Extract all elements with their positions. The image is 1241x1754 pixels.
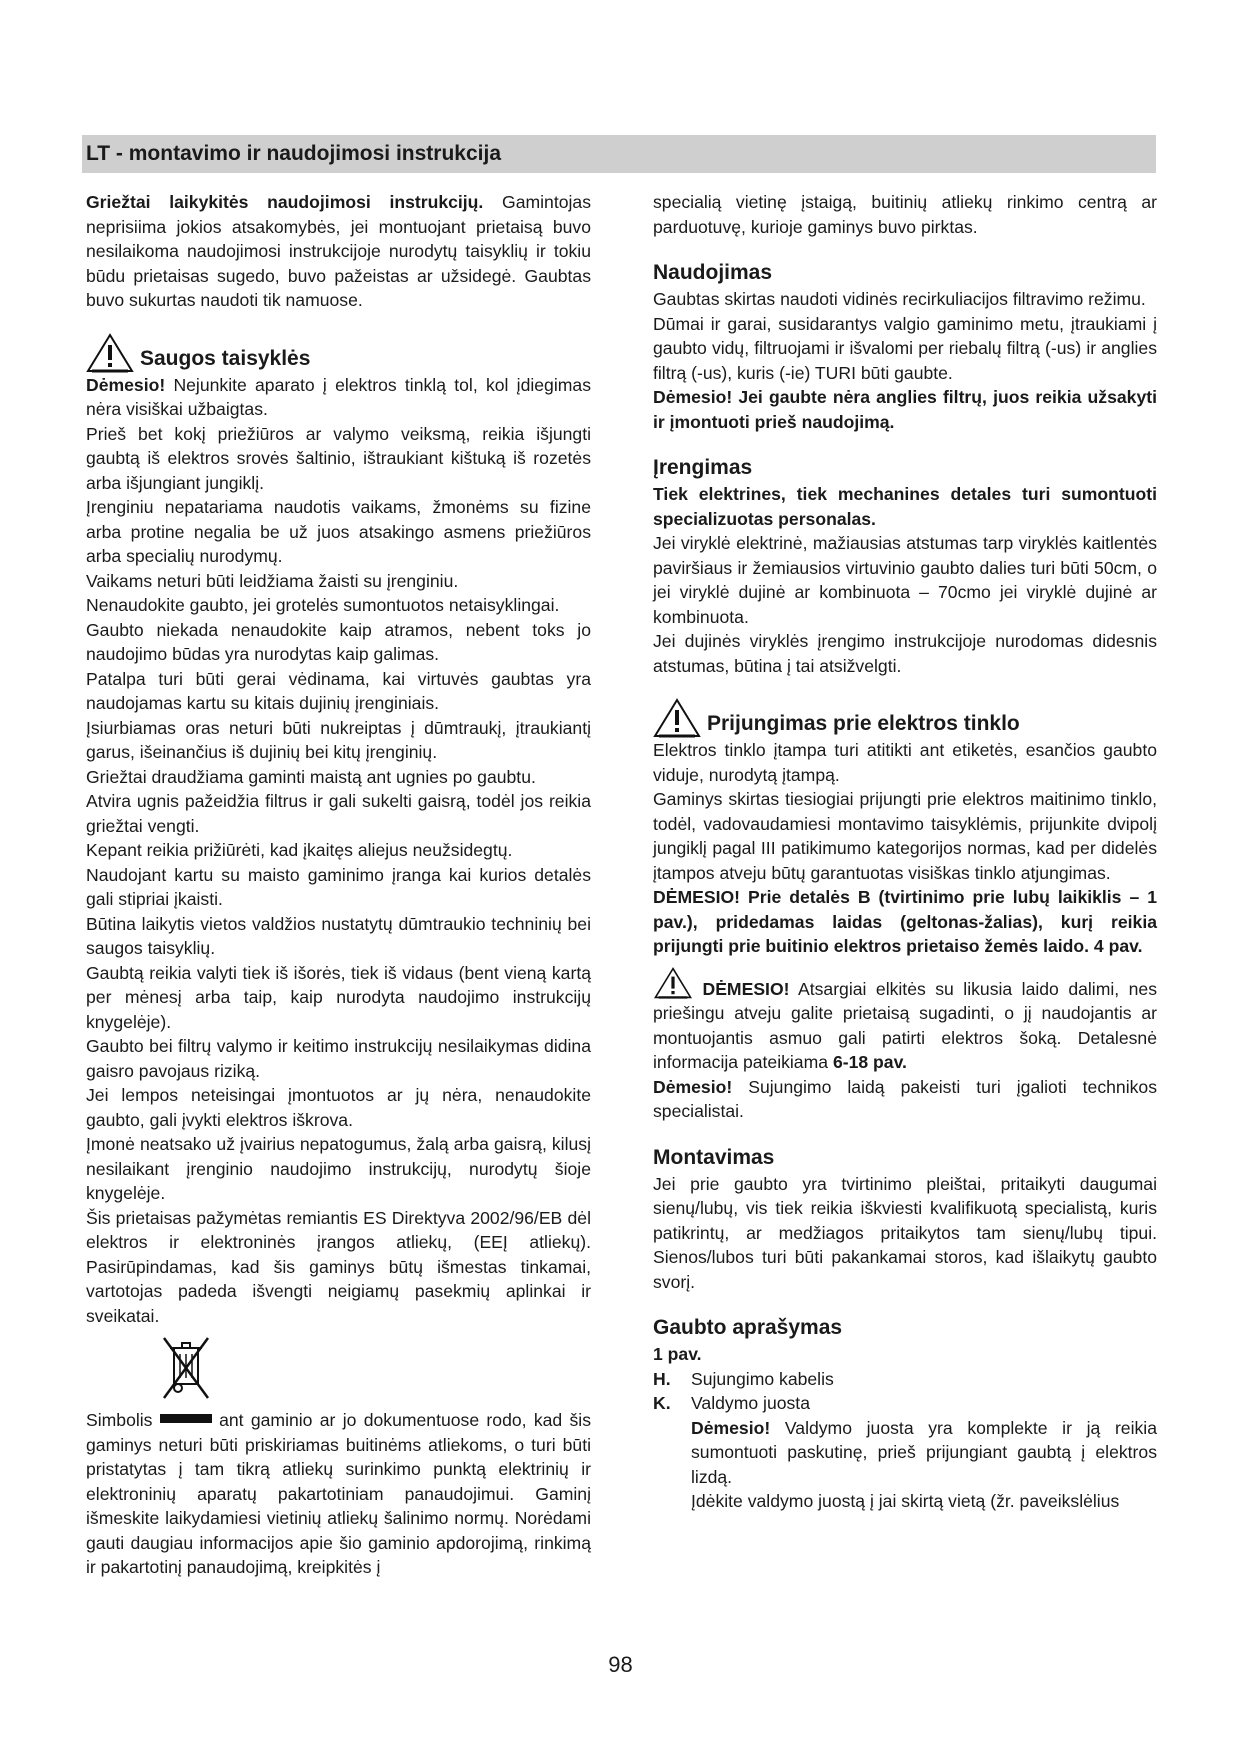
attention-label: Dėmesio! — [653, 1076, 733, 1097]
page-number: 98 — [608, 1652, 633, 1677]
left-column — [86, 190, 591, 1580]
paragraph: Naudojant kartu su maisto gaminimo įranga kai kurios detalės gali stipriai įkaisti. — [86, 864, 591, 909]
use-heading: Naudojimas — [653, 261, 773, 284]
paragraph: Gaubtas skirtas naudoti vidinės recirkuliacijos filtravimo režimu. — [653, 289, 1146, 309]
install-heading: Įrengimas — [653, 456, 753, 479]
paragraph: Įrenginiu nepatariama naudotis vaikams, žmonėms su fizine arba protine negalia be už juos atsakingo asmens priežiūros arba specialių nurodymų. — [86, 497, 591, 566]
electric-heading-row — [653, 698, 1157, 738]
warning-text: Atsargiai elkitės su likusia laido dalimi, nes priešingu atveju galite prietaisą sugadinti, o jį naudojantis ar montuojantis asmuo gali patirti elektros šoką. Detalesnė informacija pateikiama — [653, 978, 1158, 1072]
paragraph: Elektros tinklo įtampa turi atitikti ant etiketės, esančios gaubto viduje, nurodytą įtampą. — [653, 740, 1157, 785]
intro-text: Gamintojas neprisiima jokios atsakomybės, jei montuojant prietaisą buvo nesilaikoma naudojimosi instrukcijoje nurodytų taisyklių ir tokiu būdu prietaisas sugedo, buvo pažeistas ar užsidegė. Gaubtas buvo sukurtas naudoti tik namuose. — [86, 192, 591, 310]
paragraph-bold: Tiek elektrines, tiek mechanines detales turi sumontuoti specializuotas personalas. — [653, 484, 1157, 529]
intro-bold: Griežtai laikykitės naudojimosi instrukcijų. — [86, 192, 484, 212]
paragraph: Griežtai draudžiama gaminti maistą ant ugnies po gaubtu. — [86, 766, 536, 787]
paragraph: Gaubto bei filtrų valymo ir keitimo instrukcijų nesilaikymas didina gaisro pavojaus riziką. — [86, 1036, 591, 1081]
attention-label: Dėmesio! — [691, 1417, 771, 1438]
crossed-bin-icon — [158, 1334, 214, 1404]
paragraph: Vaikams neturi būti leidžiama žaisti su įrenginiu. — [86, 570, 459, 591]
safety-heading-row — [86, 333, 591, 373]
indented-paragraph: Įdėkite valdymo juostą į jai skirtą vietą (žr. paveikslėlius — [691, 1491, 1120, 1511]
paragraph-bold: DĖMESIO! Prie detalės B (tvirtinimo prie lubų laikiklis – 1 pav.), pridedamas laidas (geltonas-žalias), kurį reikia prijungti prie buitinio elektros prietaiso žemės laido. 4 pav. — [653, 887, 1157, 956]
warning-icon — [653, 967, 693, 999]
continued-paragraph: specialią vietinę įstaigą, buitinių atliekų rinkimo centrą ar parduotuvę, kurioje gaminys buvo pirktas. — [653, 192, 1157, 237]
list-item — [653, 1367, 1157, 1392]
attention-text: Sujungimo laidą pakeisti turi įgalioti technikos specialistai. — [653, 1076, 1157, 1121]
paragraph: Jei viryklė elektrinė, mažiausias atstumas tarp viryklės kaitlentės paviršiaus ir žemiausios virtuvinio gaubto dalies turi būti 50cm, o jei viryklė dujinė ar kombinuota – 70cmo jei viryklė dujinė ar kombinuota. — [653, 533, 1157, 627]
symbol-text: ant gaminio ar jo dokumentuose rodo, kad šis gaminys neturi būti priskiriamas buitinėms atliekoms, o turi būti pristatytas į tam tikrą atliekų surinkimo punktą elektrinių ir elektroninių aparatų pakartotiniam panaudojimui. Gaminį išmeskite laikydamiesi vietinių atliekų šalinimo normų. Norėdami gauti daugiau informacijos apie šio gaminio apdorojimą, rinkimą ir pakartotinį panaudojimą, kreipkitės į — [86, 1410, 592, 1577]
item-key: K. — [653, 1393, 671, 1413]
warning-label: DĖMESIO! — [702, 978, 790, 999]
electric-warning-paragraph — [653, 967, 1157, 1075]
symbol-word: Simbolis — [86, 1410, 153, 1430]
warning-icon — [86, 333, 134, 373]
warning-icon — [653, 698, 701, 738]
paragraph: Jei prie gaubto yra tvirtinimo pleištai, pritaikyti daugumai sienų/lubų, vis tiek reikia iškviesti kvalifikuotą specialistą, kuris patikrintų, ar medžiagos pritaikytos tam sienų/lubų tipui. Sienos/lubos turi būti pakankamai storos, kad išlaikytų gaubto svorį. — [653, 1173, 1157, 1292]
item-value: Sujungimo kabelis — [691, 1368, 834, 1389]
paragraph: Jei dujinės viryklės įrengimo instrukcijoje nurodomas didesnis atstumas, būtina į tai atsižvelgti. — [653, 631, 1157, 676]
right-column — [653, 190, 1157, 1514]
paragraph: Kepant reikia prižiūrėti, kad įkaitęs aliejus neužsidegtų. — [86, 840, 513, 860]
safety-paragraph — [86, 373, 591, 422]
indented-paragraph — [653, 1416, 1157, 1490]
paragraph: Atvira ugnis pažeidžia filtrus ir gali sukelti gaisrą, todėl jos reikia griežtai vengti. — [86, 791, 591, 836]
paragraph: Gaminys skirtas tiesiogiai prijungti prie elektros maitinimo tinklo, todėl, vadovaudamiesi montavimo taisyklėmis, prijunkite dvipolį jungiklį pagal III patikimumo kategorijos normas, kad per didelės įtampos atveju būtų garantuotas visiškas tinklo atjungimas. — [653, 789, 1157, 883]
safety-heading: Saugos taisyklės — [140, 346, 311, 370]
intro-paragraph — [86, 190, 591, 313]
symbol-paragraph — [86, 1408, 591, 1580]
attention-text: Valdymo juosta yra komplekte ir ją reikia sumontuoti paskutinę, prieš prijungiant gaubtą į elektros lizdą. — [691, 1417, 1157, 1487]
paragraph: Patalpa turi būti gerai vėdinama, kai virtuvės gaubtas yra naudojamas kartu su kitais dujinių įrenginiais. — [86, 668, 591, 713]
safety-text: Nejunkite aparato į elektros tinklą tol, kol įdiegimas nėra visiškai užbaigtas. — [86, 374, 591, 419]
list-item — [653, 1391, 1157, 1416]
black-bar-symbol — [160, 1414, 212, 1423]
item-value: Valdymo juosta — [691, 1393, 810, 1413]
electric-heading: Prijungimas prie elektros tinklo — [707, 712, 1020, 735]
mount-heading: Montavimas — [653, 1145, 775, 1169]
paragraph: Gaubto niekada nenaudokite kaip atramos, nebent toks jo naudojimo būdas yra nurodytas kaip galimas. — [86, 619, 591, 664]
paragraph-bold: Dėmesio! Jei gaubte nėra anglies filtrų, juos reikia užsakyti ir įmontuoti prieš naudojimą. — [653, 387, 1157, 432]
paragraph: Nenaudokite gaubto, jei grotelės sumontuotos netaisyklingai. — [86, 595, 560, 615]
paragraph: Dūmai ir garai, susidarantys valgio gaminimo metu, įtraukiami į gaubto vidų, filtruojami ir išvalomi per riebalų filtrą (-us) ir anglies filtrą (-us), kuris (-ie) TURI būti gaubte. — [653, 313, 1157, 383]
item-key: H. — [653, 1368, 671, 1389]
paragraph: Įsiurbiamas oras neturi būti nukreiptas į dūmtraukį, įtraukiantį garus, išeinančius iš dujinių bei kitų įrenginių. — [86, 717, 591, 762]
paragraph: Prieš bet kokį priežiūros ar valymo veiksmą, reikia išjungti gaubtą iš elektros srovės šaltinio, ištraukiant kištuką iš rozetės arba išjungiant jungiklį. — [86, 423, 591, 493]
figure-label: 1 pav. — [653, 1344, 702, 1364]
paragraph: Būtina laikytis vietos valdžios nustatytų dūmtraukio techninių bei saugos taisyklių. — [86, 913, 591, 958]
figure-reference: 6-18 pav. — [832, 1052, 907, 1072]
description-heading: Gaubto aprašymas — [653, 1316, 843, 1339]
page-title: LT - montavimo ir naudojimosi instrukcija — [82, 135, 1156, 173]
paragraph: Jei lempos neteisingai įmontuotos ar jų nėra, nenaudokite gaubto, gali įvykti elektros iškrova. — [86, 1085, 591, 1130]
paragraph — [653, 1075, 1157, 1124]
paragraph: Šis prietaisas pažymėtas remiantis ES Direktyva 2002/96/EB dėl elektros ir elektroninės įrangos atliekų, (EEĮ atliekų). Pasirūpindamas, kad šis gaminys būtų išmestas tinkamai, vartotojas padeda išvengti neigiamų pasekmių aplinkai ir sveikatai. — [86, 1207, 591, 1326]
paragraph: Gaubtą reikia valyti tiek iš išorės, tiek iš vidaus (bent vieną kartą per mėnesį arba taip, kaip nurodyta naudojimo instrukcijų knygelėje). — [86, 962, 591, 1032]
paragraph: Įmonė neatsako už įvairius nepatogumus, žalą arba gaisrą, kilusį nesilaikant įrenginio naudojimo instrukcijų, nurodytų šioje knygelėje. — [86, 1134, 591, 1203]
safety-attention: Dėmesio! — [86, 374, 166, 395]
